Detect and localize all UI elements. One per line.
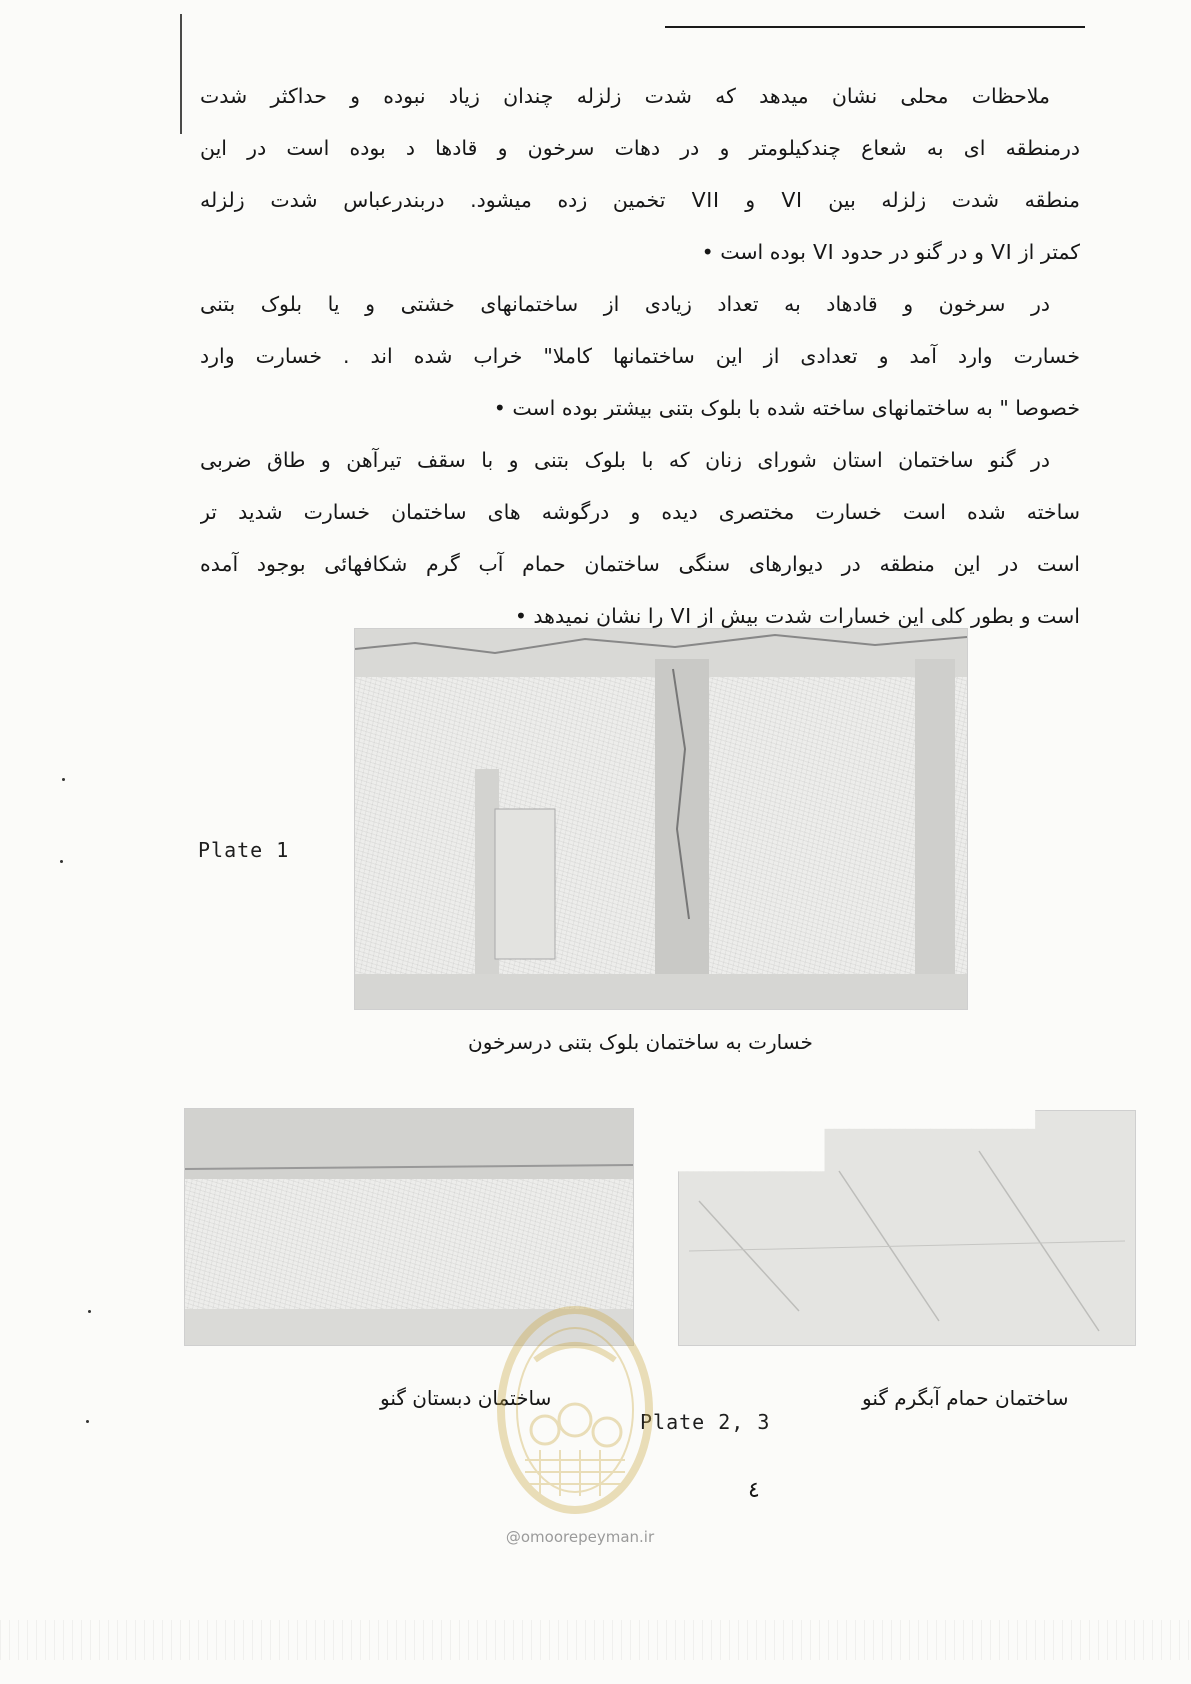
plate-2-photo <box>184 1108 634 1346</box>
text-line: است و بطور کلی این خسارات شدت بیش از VI را نشان نمیدهد • <box>514 604 1080 628</box>
plate-2-caption: ساختمان دبستان گنو <box>380 1386 552 1410</box>
plate-1-label: Plate 1 <box>198 838 290 862</box>
text-line: درمنطقه ای به شعاع چندکیلومتر و در دهات سرخون و قادها د بوده است در این <box>200 136 1080 160</box>
watermark-site: @omoorepeyman.ir <box>505 1528 655 1546</box>
header-rule <box>665 26 1085 28</box>
text-line: خصوصا " به ساختمانهای ساخته شده با بلوک بتنی بیشتر بوده است • <box>493 396 1080 420</box>
damaged-building-image <box>355 629 967 1009</box>
text-line: کمتر از VI و در گنو در حدود VI بوده است • <box>701 240 1080 264</box>
text-line: منطقه شدت زلزله بین VI و VII تخمین زده میشود. دربندرعباس شدت زلزله <box>200 188 1080 212</box>
bathhouse-image <box>679 1111 1135 1345</box>
plate-1-photo <box>354 628 968 1010</box>
text-line: ساخته شده است خسارت مختصری دیده و درگوشه های ساختمان خسارت شدید تر <box>200 500 1080 524</box>
text-line: ملاحظات محلی نشان میدهد که شدت زلزله چندان زیاد نبوده و حداکثر شدت <box>200 84 1050 108</box>
scan-speck <box>88 1310 91 1313</box>
scan-speck <box>86 1420 89 1423</box>
text-line: است در این منطقه در دیوارهای سنگی ساختمان حمام آب گرم شکافهائی بوجود آمده <box>200 552 1080 576</box>
plate-1-caption: خسارت به ساختمان بلوک بتنی درسرخون <box>468 1030 813 1054</box>
plate-3-photo <box>678 1110 1136 1346</box>
scan-speck <box>62 778 65 781</box>
page-number: ٤ <box>748 1478 760 1503</box>
scan-speck <box>60 860 63 863</box>
scan-noise <box>0 1620 1191 1660</box>
body-text <box>200 70 1080 642</box>
margin-line <box>180 14 182 134</box>
text-line: در گنو ساختمان استان شورای زنان که با بلوک بتنی و با سقف تیرآهن و طاق ضربی <box>200 448 1050 472</box>
text-line: خسارت وارد آمد و تعدادی از این ساختمانها کاملا" خراب شده اند . خسارت وارد <box>200 344 1080 368</box>
school-building-image <box>185 1109 633 1345</box>
text-line: در سرخون و قادهاد به تعداد زیادی از ساختمانهای خشتی و یا بلوک بتنی <box>200 292 1050 316</box>
plate-2-3-label: Plate 2, 3 <box>640 1410 771 1434</box>
plate-3-caption: ساختمان حمام آبگرم گنو <box>862 1386 1069 1410</box>
